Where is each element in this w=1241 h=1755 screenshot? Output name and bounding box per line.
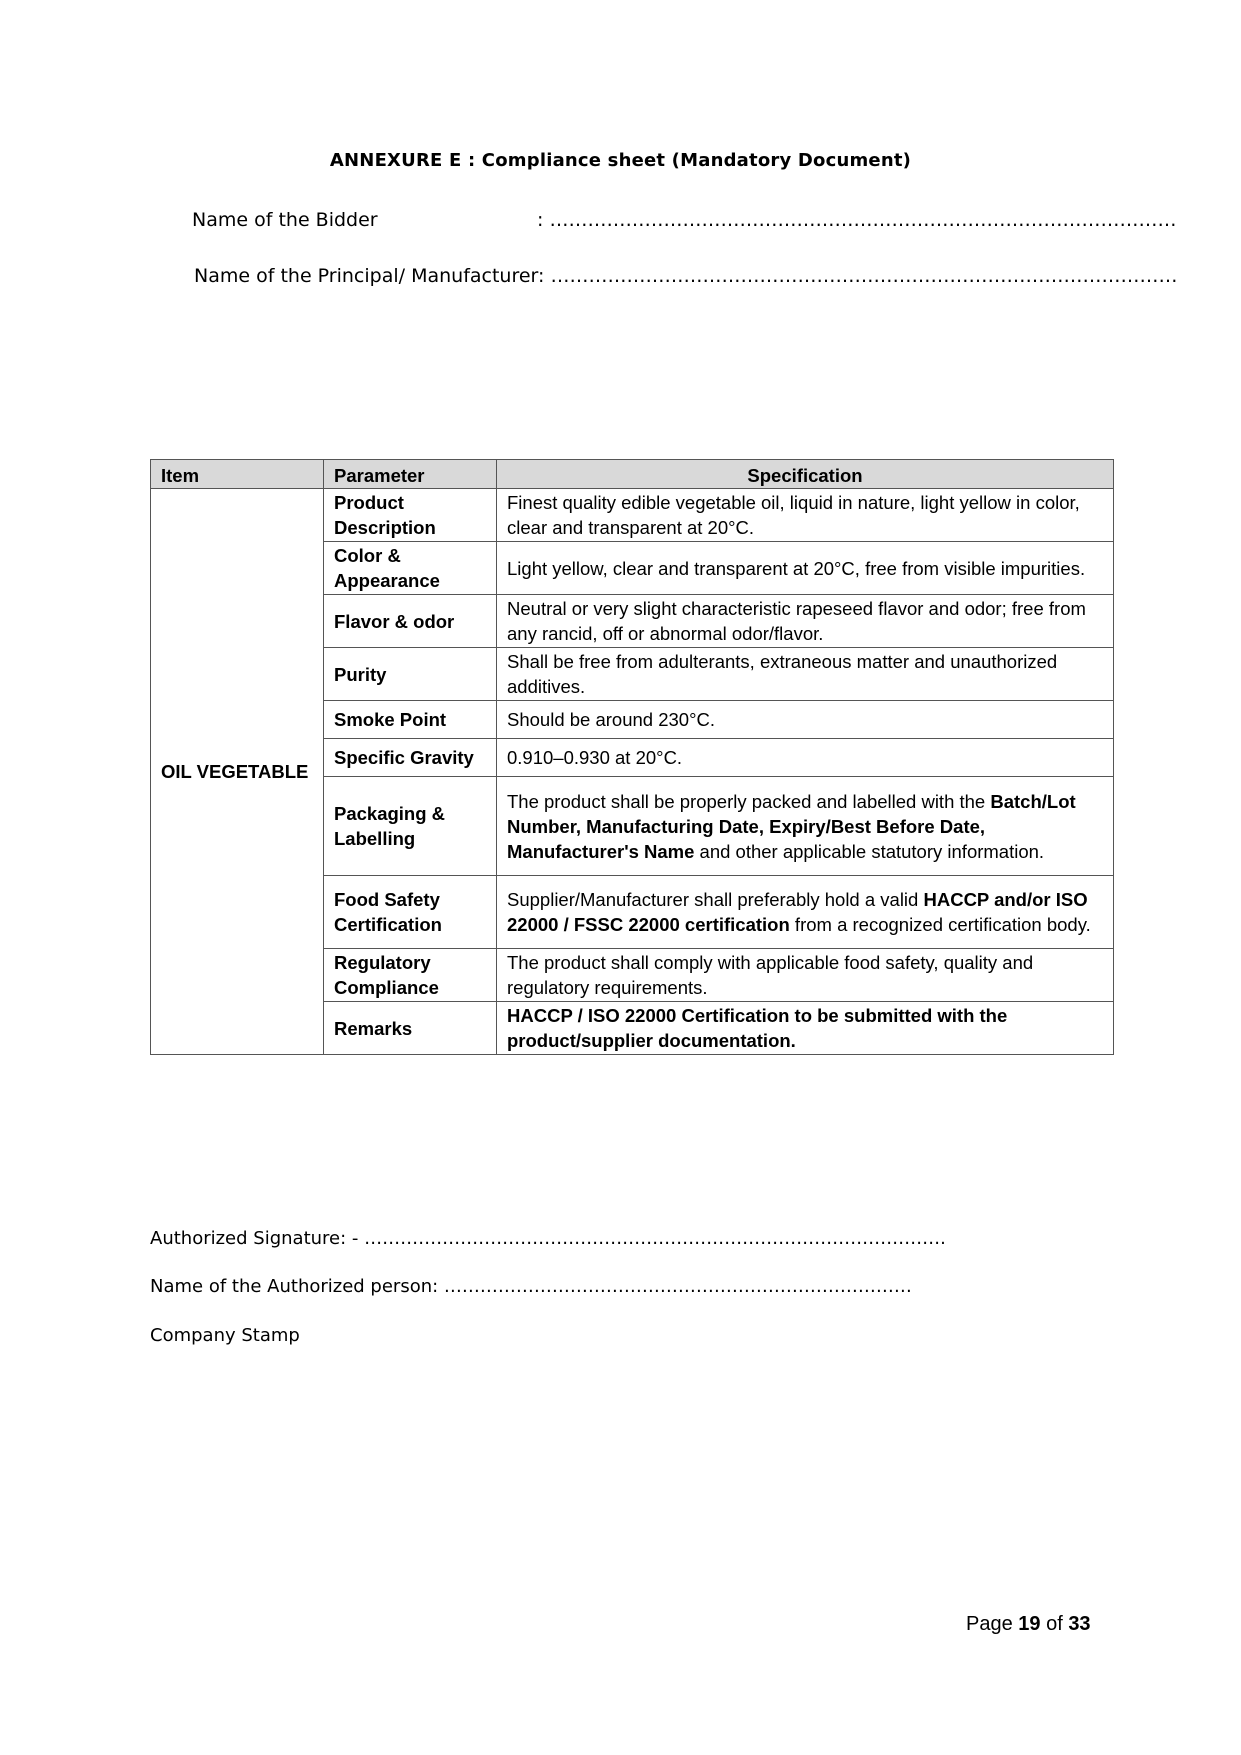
parameter-cell: Smoke Point [324,701,497,739]
specification-cell [497,949,1114,1002]
bidder-label: Name of the Bidder [192,209,378,231]
page-prefix: Page [966,1613,1019,1635]
principal-field [194,265,1177,287]
page-current: 19 [1018,1613,1041,1635]
parameter-cell: Remarks [324,1002,497,1055]
parameter-cell: Product Description [324,489,497,542]
parameter-cell: Food Safety Certification [324,876,497,949]
specification-text: Shall be free from adulterants, extraneous matter and unauthorized additives. [507,651,1058,697]
specification-text: and other applicable statutory information. [694,840,1045,862]
page-number [966,1613,1091,1636]
specification-text: HACCP and/or ISO 22000 / FSSC 22000 certification [507,889,1088,935]
document-title: ANNEXURE E : Compliance sheet (Mandatory Document) [329,150,912,171]
bidder-field [192,209,1177,231]
parameter-cell: Flavor & odor [324,595,497,648]
specification-text: The product shall be properly packed and labelled with the [507,790,991,812]
specification-text: Batch/Lot Number, Manufacturing Date, Expiry/Best Before Date, Manufacturer's Name [507,790,1076,862]
specification-text: Neutral or very slight characteristic rapeseed flavor and odor; free from any rancid, off or abnormal odor/flavor. [507,598,1086,644]
parameter-cell: Color & Appearance [324,542,497,595]
specification-cell [497,876,1114,949]
specification-text: Supplier/Manufacturer shall preferably hold a valid [507,889,924,910]
header-item: Item [151,460,324,489]
parameter-cell: Regulatory Compliance [324,949,497,1002]
specification-text: HACCP / ISO 22000 Certification to be submitted with the product/supplier documentation. [507,1005,1008,1051]
authorized-signature-line: Authorized Signature: - ……………………………………………………………………………………. [150,1228,946,1249]
authorized-person-line: Name of the Authorized person: …………………………………………………………………… [150,1276,912,1297]
item-cell: OIL VEGETABLE [151,489,324,1055]
specification-cell [497,739,1114,777]
parameter-cell: Specific Gravity [324,739,497,777]
specification-text: from a recognized certification body. [789,914,1091,935]
page-middle: of [1040,1613,1069,1635]
compliance-table [150,459,1114,1055]
table-header-row [151,460,1114,489]
specification-cell [497,1002,1114,1055]
principal-label: Name of the Principal/ Manufacturer: [194,265,545,287]
specification-cell [497,595,1114,648]
table-body [151,489,1114,1055]
bidder-value: : ……………………………………………………………………………………… [537,209,1177,231]
header-parameter: Parameter [324,460,497,489]
specification-cell [497,648,1114,701]
table-row [151,489,1114,542]
company-stamp-label: Company Stamp [150,1325,300,1346]
specification-cell [497,489,1114,542]
header-specification: Specification [497,460,1114,489]
specification-text: Finest quality edible vegetable oil, liquid in nature, light yellow in color, clear and transparent at 20°C. [507,492,1080,538]
specification-text: The product shall comply with applicable food safety, quality and regulatory requirements. [507,952,1034,998]
specification-text: 0.910–0.930 at 20°C. [507,747,683,768]
parameter-cell: Purity [324,648,497,701]
specification-text: Light yellow, clear and transparent at 20°C, free from visible impurities. [507,557,1086,579]
specification-cell [497,542,1114,595]
specification-text: Should be around 230°C. [507,709,715,730]
page-total: 33 [1068,1613,1091,1635]
parameter-cell: Packaging & Labelling [324,777,497,876]
specification-cell [497,701,1114,739]
principal-value: ……………………………………………………………………………………… [550,265,1178,287]
specification-cell [497,777,1114,876]
